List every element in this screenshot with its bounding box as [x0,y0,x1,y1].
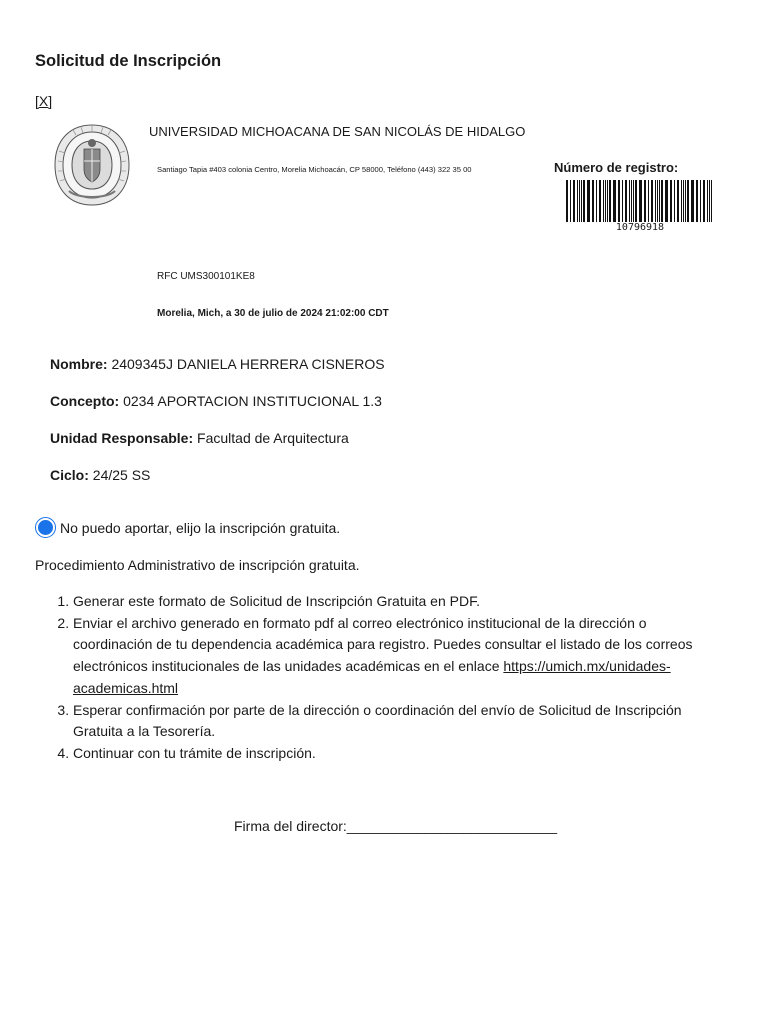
barcode-bar [579,180,580,222]
barcode-bar [711,180,712,222]
barcode-bar [613,180,616,222]
university-name: UNIVERSIDAD MICHOACANA DE SAN NICOLÁS DE HIDALGO [149,124,526,139]
radio-dot [38,520,53,535]
close-link[interactable]: [X] [35,93,53,109]
field-ciclo [50,467,150,483]
director-signature-line: Firma del director:___________________________ [234,818,558,834]
list-item [73,743,710,765]
barcode-bar [592,180,594,222]
date-line: Morelia, Mich, a 30 de julio de 2024 21:02:00 CDT [157,308,389,319]
rfc: RFC UMS300101KE8 [157,271,255,282]
barcode-bar [633,180,634,222]
step-text: Continuar con tu trámite de inscripción. [73,744,316,761]
option-label: No puedo aportar, elijo la inscripción gratuita. [60,519,341,536]
barcode-bar [644,180,646,222]
barcode-bar [573,180,575,222]
barcode-bar [685,180,686,222]
barcode-bar [577,180,578,222]
barcode-bar [635,180,637,222]
barcode-bar [674,180,675,222]
barcode-bar [700,180,701,222]
barcode-bar [670,180,672,222]
barcode-bar [625,180,627,222]
academic-units-link[interactable]: https://umich.mx/unidades-academicas.html [73,658,671,696]
step-text: Enviar el archivo generado en formato pdf al correo electrónico institucional de la dirección o coordinación de tu dependencia académica para registro. Puedes consultar el listado de los correos electrónicos institucionales de las unidades académicas en el enlace [73,614,693,675]
barcode-bar [709,180,710,222]
field-value: 0234 APORTACION INSTITUCIONAL 1.3 [123,393,382,409]
university-address: Santiago Tapia #403 colonia Centro, Morelia Michoacán, CP 58000, Teléfono (443) 322 35 00 [157,165,472,174]
list-item [73,700,710,743]
page-title: Solicitud de Inscripción [35,52,222,70]
barcode-bar [665,180,668,222]
procedure-steps [35,591,710,765]
barcode-bar [655,180,656,222]
field-label: Unidad Responsable: [50,430,194,446]
field-concepto [50,393,382,409]
barcode-bar [583,180,585,222]
step-text: Generar este formato de Solicitud de Inscripción Gratuita en PDF. [73,593,480,609]
barcode-bar [570,180,571,222]
barcode-bar [681,180,682,222]
barcode-bar [605,180,606,222]
registration-number: 10796918 [615,222,665,233]
procedure-heading: Procedimiento Administrativo de inscripción gratuita. [35,557,360,573]
free-enrollment-option[interactable] [35,517,340,538]
barcode-bar [622,180,623,222]
barcode-bar [607,180,608,222]
barcode-bar [596,180,597,222]
barcode-bar [566,180,568,222]
field-value: 24/25 SS [92,467,151,483]
barcode-bar [618,180,620,222]
list-item [73,591,710,613]
barcode-bar [707,180,708,222]
barcode-bar [691,180,694,222]
field-nombre [50,356,385,372]
barcode-bar [631,180,632,222]
barcode-bar [603,180,604,222]
field-value: Facultad de Arquitectura [197,430,349,446]
radio-button-selected[interactable] [35,517,56,538]
barcode-bar [696,180,698,222]
barcode [565,180,715,222]
barcode-bar [609,180,611,222]
field-label: Concepto: [50,393,120,409]
field-value: 2409345J DANIELA HERRERA CISNEROS [111,356,385,372]
barcode-bar [677,180,679,222]
barcode-bar [648,180,649,222]
university-seal-icon [51,121,133,209]
field-label: Ciclo: [50,467,89,483]
barcode-bar [659,180,660,222]
barcode-bar [629,180,630,222]
list-item [73,613,710,700]
field-unidad-responsable [50,430,349,446]
barcode-bar [687,180,689,222]
barcode-bar [587,180,590,222]
barcode-bar [657,180,658,222]
barcode-bar [599,180,601,222]
registration-number-label: Número de registro: [554,160,679,175]
barcode-bar [651,180,653,222]
barcode-bar [639,180,642,222]
barcode-bar [581,180,582,222]
field-label: Nombre: [50,356,108,372]
step-text: Esperar confirmación por parte de la dirección o coordinación del envío de Solicitud de Inscripción Gratuita a la Tesorería. [73,701,682,740]
barcode-bar [683,180,684,222]
barcode-bar [703,180,705,222]
barcode-bar [661,180,663,222]
